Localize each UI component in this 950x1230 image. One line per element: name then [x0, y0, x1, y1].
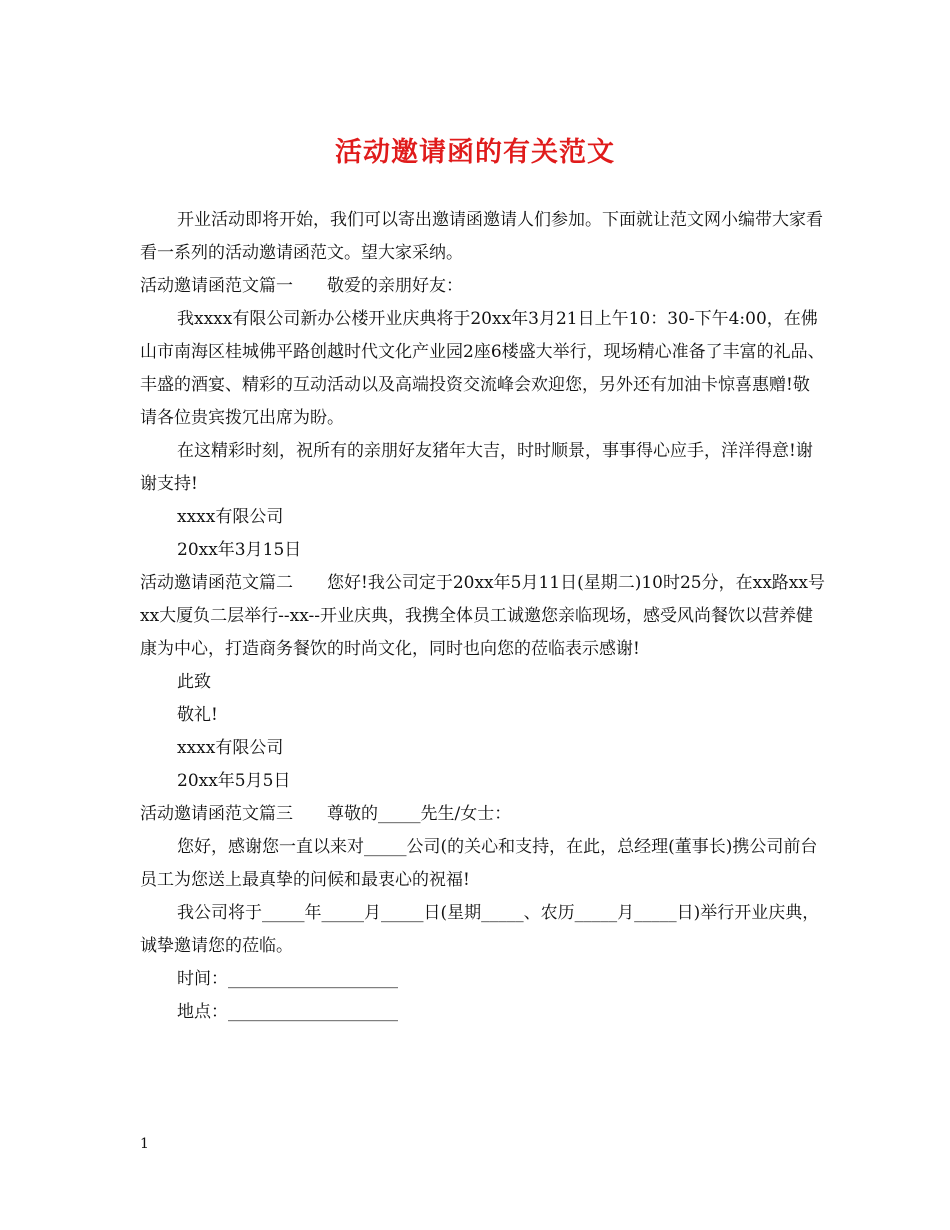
document-body: [140, 204, 825, 1029]
paragraph: 活动邀请函范文篇二 您好!我公司定于20xx年5月11日(星期二)10时25分，在xx路xx号xx大厦负二层举行--xx--开业庆典，我携全体员工诚邀您亲临现场，感受风尚餐饮以营养健康为中心，打造商务餐饮的时尚文化，同时也向您的莅临表示感谢!: [140, 573, 825, 659]
page-number: 1: [140, 1136, 149, 1152]
document-title: 活动邀请函的有关范文: [335, 137, 615, 168]
paragraph: 20xx年5月5日: [177, 771, 291, 791]
paragraph: 在这精彩时刻，祝所有的亲朋好友猪年大吉，时时顺景，事事得心应手，洋洋得意!谢谢支持!: [140, 441, 813, 494]
paragraph: 您好，感谢您一直以来对_____公司(的关心和支持，在此，总经理(董事长)携公司前台员工为您送上最真挚的问候和最衷心的祝福!: [140, 837, 818, 890]
paragraph: 我公司将于_____年_____月_____日(星期_____、农历_____月_____日)举行开业庆典，诚挚邀请您的莅临。: [140, 903, 820, 956]
paragraph: 活动邀请函范文篇一 敬爱的亲朋好友：: [140, 276, 463, 296]
paragraph: 时间：____________________: [177, 969, 398, 989]
paragraph: 此致: [177, 672, 211, 692]
paragraph: xxxx有限公司: [177, 507, 284, 527]
paragraph: 地点：____________________: [177, 1002, 398, 1022]
paragraph: xxxx有限公司: [177, 738, 284, 758]
paragraph: 敬礼!: [177, 705, 218, 725]
paragraph: 开业活动即将开始，我们可以寄出邀请函邀请人们参加。下面就让范文网小编带大家看看一系列的活动邀请函范文。望大家采纳。: [140, 210, 823, 263]
paragraph: 活动邀请函范文篇三 尊敬的_____先生/女士：: [140, 804, 512, 824]
paragraph: 我xxxx有限公司新办公楼开业庆典将于20xx年3月21日上午10：30-下午4:00，在佛山市南海区桂城佛平路创越时代文化产业园2座6楼盛大举行，现场精心准备了丰富的礼品、丰盛的酒宴、精彩的互动活动以及高端投资交流峰会欢迎您，另外还有加油卡惊喜惠赠!敬请各位贵宾拨冗出席为盼。: [140, 309, 825, 428]
paragraph: 20xx年3月15日: [177, 540, 302, 560]
